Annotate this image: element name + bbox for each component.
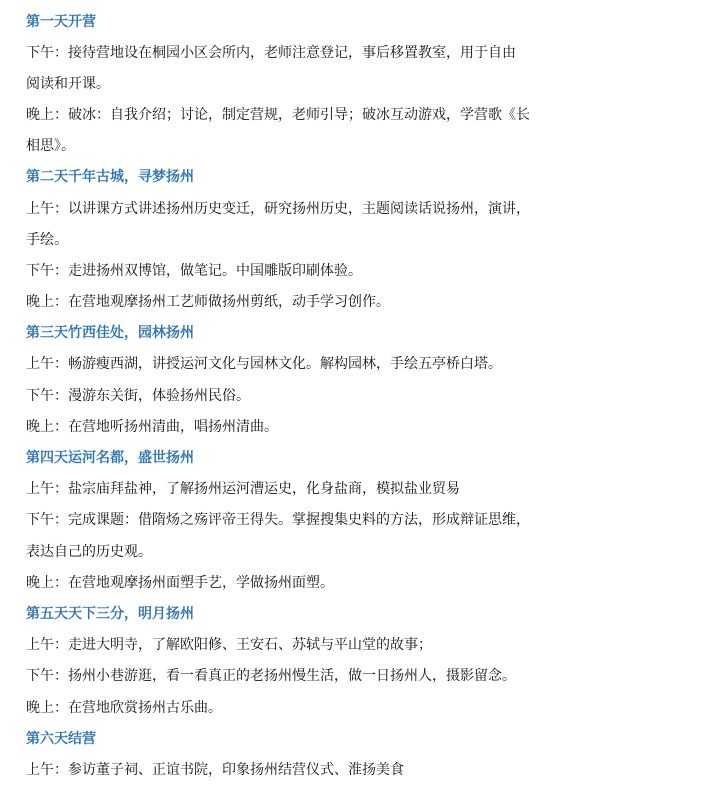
schedule-line: 上午：以讲课方式讲述扬州历史变迁，研究扬州历史，主题阅读话说扬州，演讲， bbox=[26, 201, 530, 217]
day-heading: 第二天千年古城，寻梦扬州 bbox=[26, 169, 194, 185]
schedule-line: 上午：畅游瘦西湖，讲授运河文化与园林文化。解构园林，手绘五亭桥白塔。 bbox=[26, 356, 502, 372]
schedule-line: 下午：扬州小巷游逛，看一看真正的老扬州慢生活，做一日扬州人，摄影留念。 bbox=[26, 668, 516, 684]
schedule-line: 上午：参访董子祠、正谊书院，印象扬州结营仪式、淮扬美食 bbox=[26, 762, 404, 778]
day-heading: 第五天天下三分，明月扬州 bbox=[26, 606, 194, 622]
schedule-line: 手绘。 bbox=[26, 232, 68, 248]
schedule-line: 表达自己的历史观。 bbox=[26, 544, 152, 560]
day-heading: 第三天竹西佳处，园林扬州 bbox=[26, 325, 194, 341]
schedule-line: 晚上：在营地观摩扬州面塑手艺，学做扬州面塑。 bbox=[26, 575, 334, 591]
schedule-line: 相思》。 bbox=[26, 138, 75, 154]
schedule-line: 晚上：破冰：自我介绍；讨论，制定营规，老师引导；破冰互动游戏，学营歌《长 bbox=[26, 107, 530, 123]
schedule-line: 上午：盐宗庙拜盐神，了解扬州运河漕运史，化身盐商，模拟盐业贸易 bbox=[26, 481, 460, 497]
day-heading: 第四天运河名都，盛世扬州 bbox=[26, 450, 194, 466]
schedule-line: 上午：走进大明寺，了解欧阳修、王安石、苏轼与平山堂的故事； bbox=[26, 637, 432, 653]
schedule-line: 下午：走进扬州双博馆，做笔记。中国雕版印刷体验。 bbox=[26, 263, 362, 279]
schedule-line: 晚上：在营地欣赏扬州古乐曲。 bbox=[26, 700, 222, 716]
schedule-line: 晚上：在营地听扬州清曲，唱扬州清曲。 bbox=[26, 419, 278, 435]
schedule-line: 下午：完成课题：借隋炀之殇评帝王得失。掌握搜集史料的方法，形成辩证思维， bbox=[26, 512, 530, 528]
schedule-line: 晚上：在营地观摩扬州工艺师做扬州剪纸，动手学习创作。 bbox=[26, 294, 390, 310]
day-heading: 第六天结营 bbox=[26, 731, 96, 747]
schedule-line: 阅读和开课。 bbox=[26, 76, 110, 92]
schedule-line: 下午：接待营地设在桐园小区会所内，老师注意登记，事后移置教室，用于自由 bbox=[26, 45, 516, 61]
schedule-line: 下午：漫游东关街，体验扬州民俗。 bbox=[26, 388, 250, 404]
day-heading: 第一天开营 bbox=[26, 14, 96, 30]
